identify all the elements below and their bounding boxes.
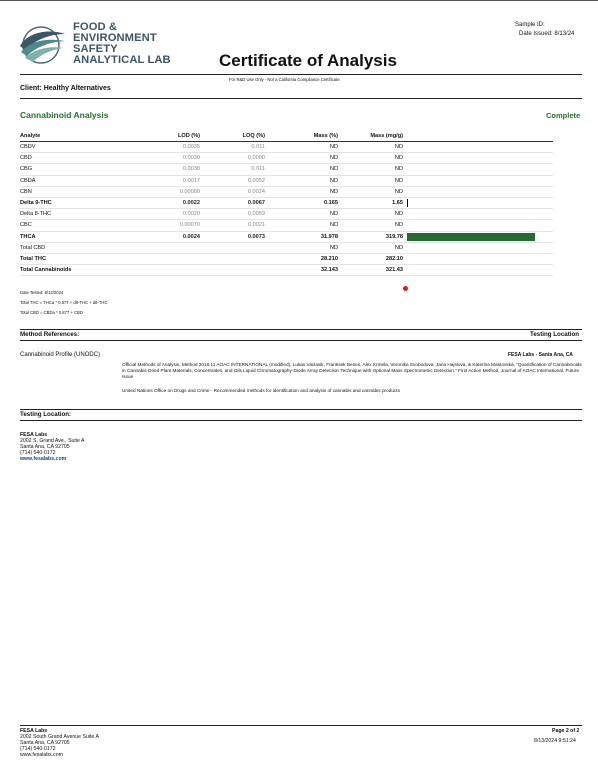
client-name: Client: Healthy Alternatives	[20, 85, 111, 92]
lod-cell	[160, 242, 200, 253]
footer-phone: (714) 540-0172	[20, 746, 56, 752]
column-header: Mass (mg/g)	[338, 130, 403, 142]
divider	[20, 409, 582, 410]
loq-cell: 0.0067	[200, 197, 265, 208]
mass-bar	[407, 199, 408, 207]
bar-cell	[403, 220, 553, 231]
analyte-cell: CBN	[20, 186, 160, 197]
loq-cell: 0.011	[200, 142, 265, 153]
mass-mg-cell: ND	[338, 186, 403, 197]
column-header	[403, 130, 553, 142]
method-description	[122, 362, 582, 402]
lod-cell: 0.0022	[160, 197, 200, 208]
total-thc-formula: Total THC = THCa * 0.877 + d9-THC + d8-THC	[20, 300, 108, 305]
column-header: Analyte	[20, 130, 160, 142]
method-lab: FESA Labs - Santa Ana, CA	[508, 352, 573, 358]
table-row	[20, 209, 553, 220]
footnotes	[20, 288, 107, 318]
footer-address-line: Santa Ana, CA 92705	[20, 740, 70, 746]
bar-cell	[403, 164, 553, 175]
mass-pct-cell: 28.210	[265, 253, 338, 264]
mass-pct-cell: ND	[265, 242, 338, 253]
table-row	[20, 265, 553, 276]
status-dot	[403, 286, 408, 291]
analyte-cell: CBD	[20, 153, 160, 164]
bar-cell	[403, 197, 553, 208]
date-issued: Date Issued: 8/13/24	[519, 31, 575, 37]
total-cbd-formula: Total CBD = CBDa * 0.877 + CBD	[20, 310, 83, 315]
fesa-logo-icon	[17, 18, 69, 70]
table-row	[20, 153, 553, 164]
mass-mg-cell: ND	[338, 153, 403, 164]
page-number: Page 2 of 2	[552, 728, 580, 734]
logo-line: ENVIRONMENT	[73, 32, 157, 44]
table-row	[20, 142, 553, 153]
analyte-cell: Delta 8-THC	[20, 209, 160, 220]
lod-cell: 0.0038	[160, 164, 200, 175]
bar-cell	[403, 253, 553, 264]
document-title: Certificate of Analysis	[219, 51, 397, 70]
lod-cell	[160, 253, 200, 264]
lod-cell: 0.0030	[160, 153, 200, 164]
footer-datetime: 8/13/2024 9:51:24	[534, 738, 576, 744]
mass-mg-cell: 282.10	[338, 253, 403, 264]
table-row	[20, 253, 553, 264]
method-references-heading: Method References:	[20, 331, 80, 338]
bar-cell	[403, 153, 553, 164]
address-line: Santa Ana, CA 92705	[20, 444, 70, 450]
analyte-cell: Total THC	[20, 253, 160, 264]
sample-id-label: Sample ID:	[515, 22, 545, 28]
mass-mg-cell: ND	[338, 209, 403, 220]
divider	[20, 329, 582, 330]
fesa-logo	[17, 14, 171, 74]
table-row	[20, 164, 553, 175]
analyte-cell: THCA	[20, 231, 160, 242]
mass-mg-cell: ND	[338, 242, 403, 253]
lod-cell	[160, 265, 200, 276]
table-row	[20, 231, 553, 242]
table-row	[20, 220, 553, 231]
phone: (714) 540-0172	[20, 450, 56, 456]
mass-pct-cell: ND	[265, 220, 338, 231]
loq-cell: 0.0021	[200, 220, 265, 231]
lab-name: FESA Labs	[20, 432, 48, 438]
mass-pct-cell: ND	[265, 186, 338, 197]
loq-cell: 0.0059	[200, 209, 265, 220]
mass-bar	[407, 233, 535, 241]
footer-address-line: 2002 South Grand Avenue Suite A	[20, 734, 99, 740]
divider	[20, 340, 582, 341]
cannabinoid-table	[20, 130, 553, 276]
loq-cell: 0.011	[200, 164, 265, 175]
testing-location-heading: Testing Location:	[20, 411, 72, 418]
lod-cell: 0.0024	[160, 231, 200, 242]
footer-lab-name: FESA Labs	[20, 728, 48, 734]
loq-cell: 0.0073	[200, 231, 265, 242]
mass-pct-cell: 0.165	[265, 197, 338, 208]
divider	[20, 725, 582, 726]
mass-pct-cell: ND	[265, 209, 338, 220]
analyte-cell: CBG	[20, 164, 160, 175]
top-border	[0, 0, 598, 1]
method-name: Cannabinoid Profile (UNODC)	[20, 352, 101, 358]
analyte-cell: Total Cannabinoids	[20, 265, 160, 276]
method-reference-1: Official Methods of Analysis, Method 2018.11 AOAC INTERNATIONAL (modified), Lukas Vaclavik, Frantisek Benes, Alex Krmela, Veronika Svobodova, Jana Hajslova, & Katerina Mastovska, "Quantification of Cannabinoids in Cannabis Dried Plant Materials, Concentrates, and Oils Liquid Chromatography-Diode Array Detection Technique with Optional Mass Spectrometric Detection," First Action Method, Journal of AOAC International, Future Issue	[122, 362, 582, 379]
mass-pct-cell: ND	[265, 175, 338, 186]
website-link[interactable]: www.fesalabs.com	[20, 456, 67, 462]
disclaimer: For R&D Use Only - Not a California Compliance Certificate.	[229, 77, 341, 82]
column-header: LOD (%)	[160, 130, 200, 142]
status-badge: Complete	[546, 111, 581, 120]
divider	[20, 98, 582, 99]
lod-cell: 0.0035	[160, 142, 200, 153]
table-row	[20, 242, 553, 253]
mass-pct-cell: ND	[265, 142, 338, 153]
bar-cell	[403, 242, 553, 253]
bar-cell	[403, 186, 553, 197]
analyte-cell: CBDV	[20, 142, 160, 153]
mass-mg-cell: 321.43	[338, 265, 403, 276]
mass-mg-cell: ND	[338, 164, 403, 175]
loq-cell: 0.0090	[200, 153, 265, 164]
bar-cell	[403, 142, 553, 153]
lod-cell: 0.00070	[160, 220, 200, 231]
lod-cell: 0.0017	[160, 175, 200, 186]
logo-line: SAFETY	[73, 43, 118, 55]
mass-mg-cell: 319.78	[338, 231, 403, 242]
table-header	[20, 130, 553, 142]
lod-cell: 0.00080	[160, 186, 200, 197]
mass-mg-cell: ND	[338, 142, 403, 153]
lod-cell: 0.0020	[160, 209, 200, 220]
testing-location-column-heading: Testing Location	[530, 331, 580, 338]
address-line: 2002 S. Grand Ave., Suite A	[20, 438, 85, 444]
analyte-cell: CBDA	[20, 175, 160, 186]
loq-cell: 0.0052	[200, 175, 265, 186]
divider	[20, 74, 582, 75]
date-tested: Date Tested: 8/12/2024	[20, 290, 64, 295]
logo-line: FOOD &	[73, 21, 118, 33]
mass-pct-cell: ND	[265, 164, 338, 175]
analyte-cell: CBC	[20, 220, 160, 231]
mass-pct-cell: 32.143	[265, 265, 338, 276]
column-header: Mass (%)	[265, 130, 338, 142]
bar-cell	[403, 265, 553, 276]
table-row	[20, 175, 553, 186]
mass-pct-cell: ND	[265, 153, 338, 164]
mass-pct-cell: 31.978	[265, 231, 338, 242]
analyte-cell: Total CBD	[20, 242, 160, 253]
mass-mg-cell: ND	[338, 220, 403, 231]
bar-cell	[403, 209, 553, 220]
analyte-cell: Delta 9-THC	[20, 197, 160, 208]
logo-line: ANALYTICAL LAB	[73, 54, 171, 66]
divider	[20, 420, 582, 421]
footer-address	[20, 728, 99, 758]
footer-website[interactable]: www.fesalabs.com	[20, 752, 63, 758]
mass-mg-cell: 1.65	[338, 197, 403, 208]
testing-location-address	[20, 432, 85, 462]
bar-cell	[403, 231, 553, 242]
table-row	[20, 186, 553, 197]
loq-cell	[200, 253, 265, 264]
loq-cell	[200, 242, 265, 253]
section-title: Cannabinoid Analysis	[20, 110, 109, 120]
loq-cell	[200, 265, 265, 276]
loq-cell: 0.0024	[200, 186, 265, 197]
mass-mg-cell: ND	[338, 175, 403, 186]
table-row	[20, 197, 553, 208]
column-header: LOQ (%)	[200, 130, 265, 142]
method-reference-2: United Nations Office on Drugs and Crime - Recommended methods for identification and analysis of cannabis and cannabis products	[122, 388, 400, 393]
bar-cell	[403, 175, 553, 186]
logo-wordmark	[73, 22, 171, 66]
